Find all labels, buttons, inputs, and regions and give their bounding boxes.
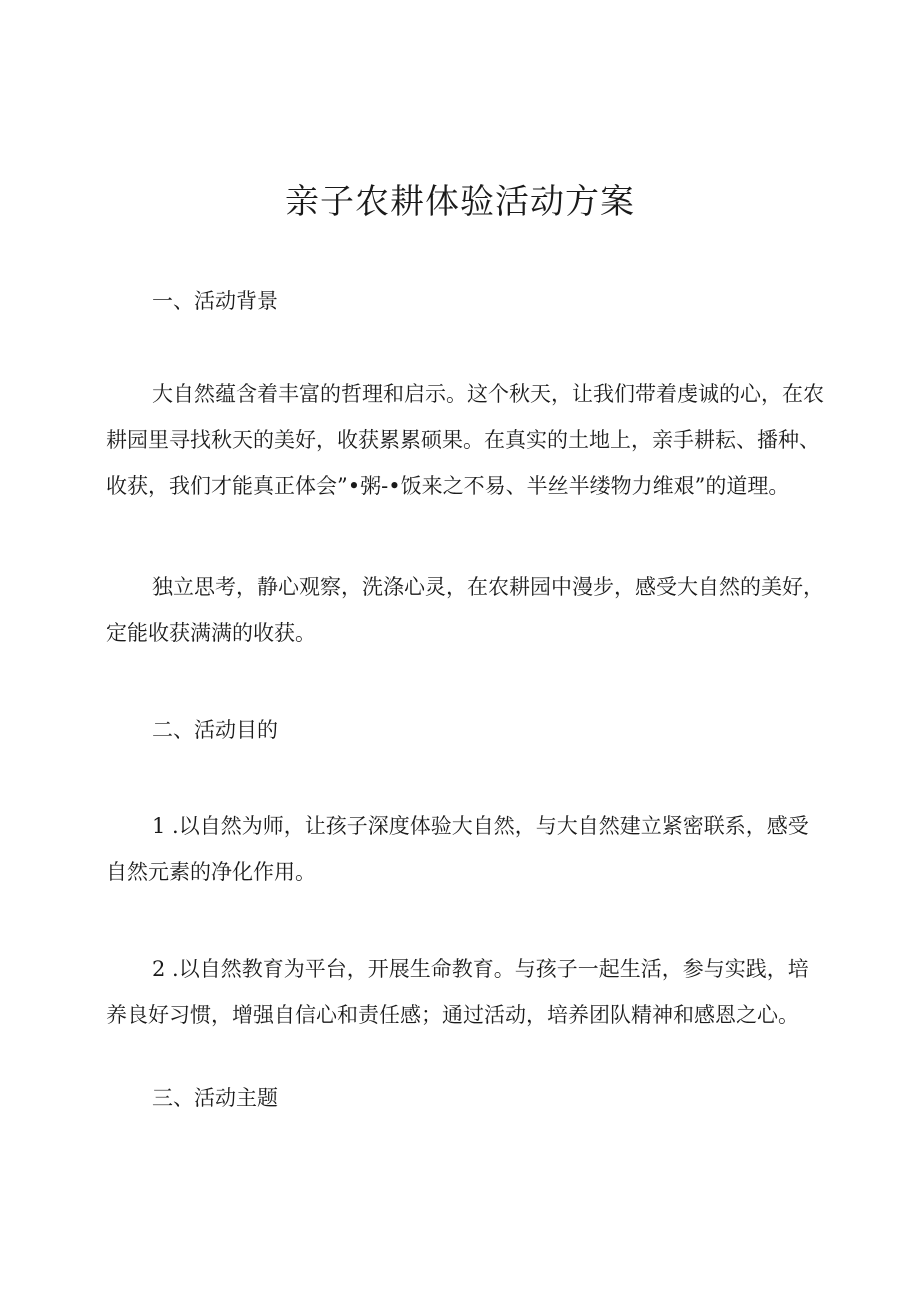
- background-paragraph-2: 独立思考，静心观察，洗涤心灵，在农耕园中漫步，感受大自然的美好，定能收获满满的收获。: [106, 575, 824, 645]
- section-heading-background: 一、活动背景: [152, 289, 278, 313]
- section-heading-theme: 三、活动主题: [152, 1086, 278, 1110]
- purpose-item-2: 2 .以自然教育为平台，开展生命教育。与孩子一起生活，参与实践，培养良好习惯，增强自信心和责任感；通过活动，培养团队精神和感恩之心。: [106, 957, 809, 1027]
- section-heading-purpose: 二、活动目的: [152, 718, 278, 742]
- document-title: 亲子农耕体验活动方案: [285, 182, 635, 222]
- purpose-item-1: 1 .以自然为师，让孩子深度体验大自然，与大自然建立紧密联系，感受自然元素的净化作用。: [106, 814, 809, 884]
- background-paragraph-1: 大自然蕴含着丰富的哲理和启示。这个秋天，让我们带着虔诚的心，在农耕园里寻找秋天的美好，收获累累硕果。在真实的土地上，亲手耕耘、播种、收获，我们才能真正体会”•粥-•饭来之不易、半丝半缕物力维艰”的道理。: [106, 382, 824, 498]
